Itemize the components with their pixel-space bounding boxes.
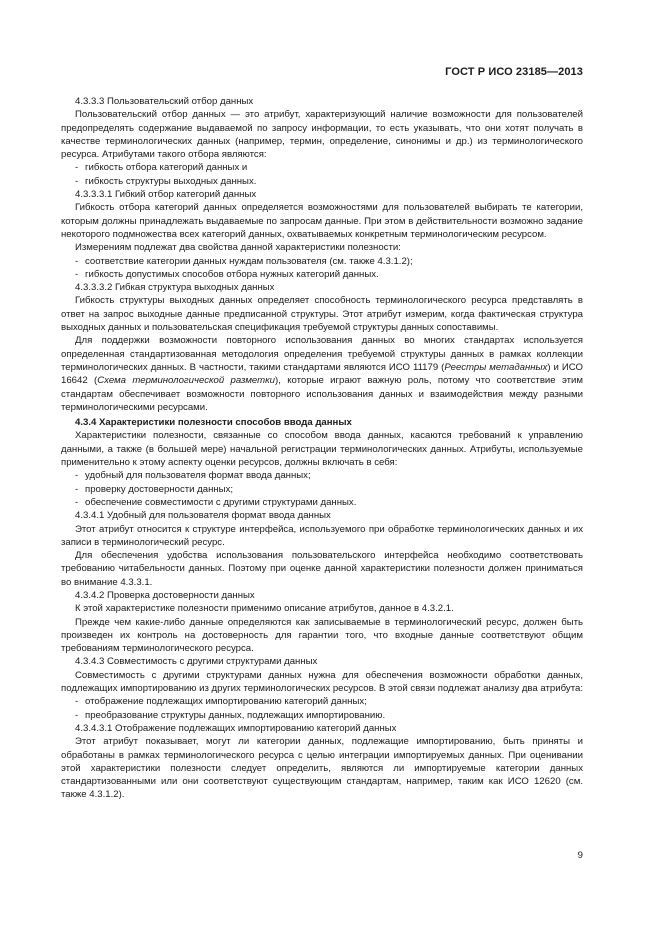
list-item: [61, 695, 583, 708]
list-item: [61, 161, 583, 174]
standard-designation: ГОСТ Р ИСО 23185—2013: [445, 66, 583, 78]
list-item: [61, 483, 583, 496]
list-item-text: гибкость структуры выходных данных.: [85, 175, 257, 187]
italic-title: Схема терминологической разметки: [97, 375, 276, 387]
list-item-text: гибкость отбора категорий данных и: [85, 162, 248, 174]
section-heading-4-3-3-3: 4.3.3.3 Пользовательский отбор данных: [75, 96, 254, 107]
dash-marker: -: [75, 709, 79, 721]
dash-marker: -: [75, 696, 79, 708]
list-item: [61, 469, 583, 482]
list-item-text: проверку достоверности данных;: [85, 483, 234, 495]
list-item: [61, 709, 583, 722]
dash-marker: -: [75, 268, 79, 280]
list-item-text: гибкость допустимых способов отбора нужных категорий данных.: [85, 268, 379, 280]
section-heading-4-3-4-1: 4.3.4.1 Удобный для пользователя формат ввода данных: [75, 510, 331, 522]
section-heading-4-3-3-3-1: 4.3.3.3.1 Гибкий отбор категорий данных: [75, 189, 257, 201]
paragraph: Характеристики полезности, связанные со способом ввода данных, касаются требований к управлению данными, а также (в большей мере) начальной регистрации терминологических данных. Атрибуты, используемые применительно к этому аспекту оценки ресурсов, должны включать в себя:: [61, 430, 583, 469]
list-item: [61, 496, 583, 509]
list-item-text: соответствие категории данных нуждам пользователя (см. также 4.3.1.2);: [85, 255, 413, 267]
paragraph: Прежде чем какие-либо данные определяются как записываемые в терминологический ресурс, должен быть произведен их контроль на достоверность для гарантии того, что входные данные соответствуют общим требованиям терминологического ресурса.: [61, 616, 583, 655]
dash-marker: -: [75, 496, 79, 508]
list-item-text: преобразование структуры данных, подлежащих импортированию.: [85, 709, 386, 721]
list-item-text: отображение подлежащих импортированию категорий данных;: [85, 696, 367, 708]
dash-marker: -: [75, 470, 79, 482]
dash-marker: -: [75, 255, 79, 267]
dash-marker: -: [75, 175, 79, 187]
page-number: 9: [577, 850, 583, 861]
paragraph-text: ), которые играют важную роль, потому что соответствие этим стандартам обеспечивает возможности повторного использования данных и взаимодействия между разными терминологическими ресурсами.: [61, 375, 583, 413]
section-heading-4-3-4: 4.3.4 Характеристики полезности способов ввода данных: [75, 417, 352, 429]
section-heading-4-3-4-3-1: 4.3.4.3.1 Отображение подлежащих импортированию категорий данных: [75, 722, 397, 734]
section-heading-4-3-4-2: 4.3.4.2 Проверка достоверности данных: [75, 589, 255, 601]
list-item: [61, 255, 583, 268]
italic-title: Реестры метаданных: [444, 361, 548, 373]
list-item: [61, 175, 583, 188]
paragraph: [61, 334, 583, 414]
paragraph: К этой характеристике полезности применимо описание атрибутов, данное в 4.3.2.1.: [75, 603, 454, 615]
paragraph-text: Для поддержки возможности повторного использования данных во многих стандартах используется определенная стандартизованная методология определения требуемой структуры данных в рамках коллекции терминологических данных. В частности, такими стандартами являются ИСО 11179 (: [61, 335, 583, 373]
list-item-text: обеспечение совместимости с другими структурами данных.: [85, 496, 357, 508]
dash-marker: -: [75, 483, 79, 495]
section-heading-4-3-3-3-2: 4.3.3.3.2 Гибкая структура выходных данных: [75, 282, 275, 294]
list-item: [61, 268, 583, 281]
paragraph: Этот атрибут относится к структуре интерфейса, используемого при обработке терминологических данных и их записи в терминологический ресурс.: [61, 523, 583, 548]
list-item-text: удобный для пользователя формат ввода данных;: [85, 470, 311, 482]
paragraph: Для обеспечения удобства использования пользовательского интерфейса необходимо соответствовать требованию читабельности данных. Поэтому при оценке данной характеристики полезности должен приниматься во внимание 4.3.3.1.: [61, 550, 583, 588]
paragraph: Этот атрибут показывает, могут ли категории данных, подлежащие импортированию, быть приняты и обработаны в рамках терминологического ресурса с целью интеграции импортируемых данных. При оценивании этой характеристики полезности следует определить, являются ли импортируемые категории данных стандартизованными или они соответствуют существующим стандартам, например, таким как ИСО 12620 (см. также 4.3.1.2).: [61, 736, 583, 801]
paragraph-text: ) и ИСО 16642 (: [61, 361, 583, 387]
section-heading-4-3-4-3: 4.3.4.3 Совместимость с другими структурами данных: [75, 656, 318, 668]
paragraph: Гибкость отбора категорий данных определяется возможностями для пользователей выбирать те категории, которым должны принадлежать выдаваемые по запросам данные. При этом в действительности возможно задание некоторого подмножества всех категорий данных, охватываемых конкретным терминологическим ресурсом.: [61, 202, 583, 240]
paragraph: Совместимость с другими структурами данных нужна для обеспечения возможности обработки данных, подлежащих импортированию из других терминологических ресурсов. В этой связи подлежат анализу два атрибута:: [61, 669, 583, 695]
document-body: [61, 95, 583, 802]
paragraph: Пользовательский отбор данных — это атрибут, характеризующий наличие возможности для пользователей предопределять содержание выдаваемой по запросу информации, то есть указывать, что они хотят получать в качестве терминологических данных (например, термин, определение, синонимы и др.) из терминологического ресурса. Атрибутами такого отбора являются:: [61, 109, 583, 161]
dash-marker: -: [75, 162, 79, 174]
paragraph: Измерениям подлежат два свойства данной характеристики полезности:: [75, 242, 401, 254]
paragraph: Гибкость структуры выходных данных определяет способность терминологического ресурса представлять в ответ на запрос выходные данные предписанной структуры. Этот атрибут измерим, когда фактическая структура выходных данных и пользовательская спецификация требуемой структуры данных сопоставимы.: [61, 295, 583, 334]
